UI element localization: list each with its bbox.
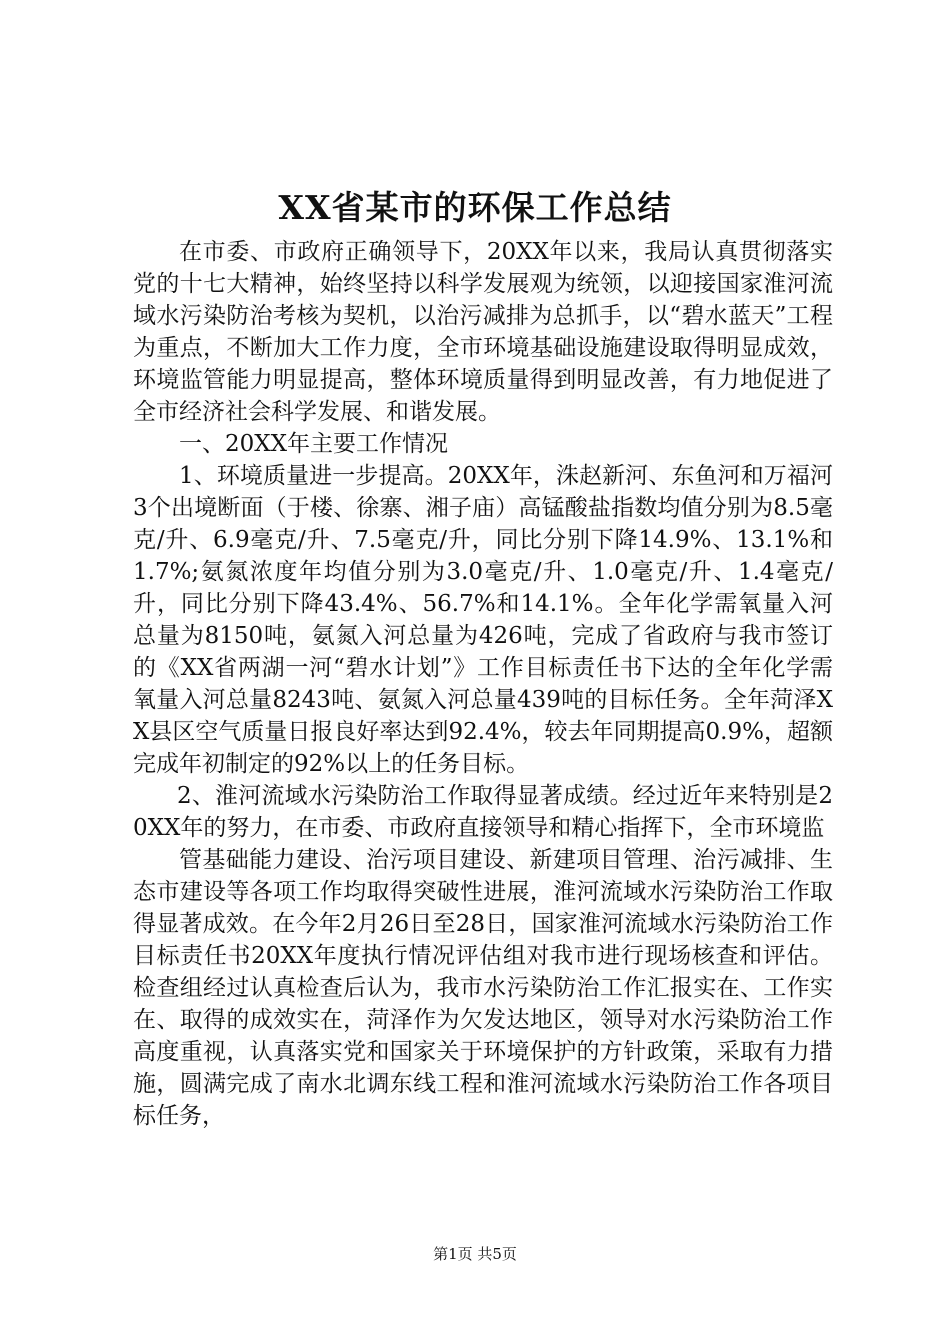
document-body (133, 236, 833, 1132)
paragraph-huaihe-pollution: 2、淮河流域水污染防治工作取得显著成绩。经过近年来特别是20XX年的努力，在市委、市政府直接领导和精心指挥下，全市环境监 (133, 783, 833, 841)
section-heading: 一、20XX年主要工作情况 (179, 431, 449, 457)
page-number: 第1页 共5页 (433, 1245, 517, 1263)
intro-paragraph: 在市委、市政府正确领导下，20XX年以来，我局认真贯彻落实党的十七大精神，始终坚持以科学发展观为统领，以迎接国家淮河流域水污染防治考核为契机，以治污减排为总抓手，以“碧水蓝天”工程为重点，不断加大工作力度，全市环境基础设施建设取得明显成效，环境监管能力明显提高，整体环境质量得到明显改善，有力地促进了全市经济社会科学发展、和谐发展。 (133, 239, 833, 425)
paragraph-capacity-building: 管基础能力建设、治污项目建设、新建项目管理、治污减排、生态市建设等各项工作均取得突破性进展，淮河流域水污染防治工作取得显著成效。在今年2月26日至28日，国家淮河流域水污染防治工作目标责任书20XX年度执行情况评估组对我市进行现场核查和评估。检查组经过认真检查后认为，我市水污染防治工作汇报实在、工作实在、取得的成效实在，菏泽作为欠发达地区，领导对水污染防治工作高度重视，认真落实党和国家关于环境保护的方针政策，采取有力措施，圆满完成了南水北调东线工程和淮河流域水污染防治工作各项目标任务， (133, 847, 833, 1129)
paragraph-environment-quality: 1、环境质量进一步提高。20XX年，洙赵新河、东鱼河和万福河3个出境断面（于楼、徐寨、湘子庙）高锰酸盐指数均值分别为8.5毫克/升、6.9毫克/升、7.5毫克/升，同比分别下降14.9%、13.1%和1.7%;氨氮浓度年均值分别为3.0毫克/升、1.0毫克/升、1.4毫克/升，同比分别下降43.4%、56.7%和14.1%。全年化学需氧量入河总量为8150吨，氨氮入河总量为426吨，完成了省政府与我市签订的《XX省两湖一河“碧水计划”》工作目标责任书下达的全年化学需氧量入河总量8243吨、氨氮入河总量439吨的目标任务。全年菏泽XX县区空气质量日报良好率达到92.4%，较去年同期提高0.9%，超额完成年初制定的92%以上的任务目标。 (133, 463, 833, 777)
document-title: XX省某市的环保工作总结 (278, 188, 672, 227)
